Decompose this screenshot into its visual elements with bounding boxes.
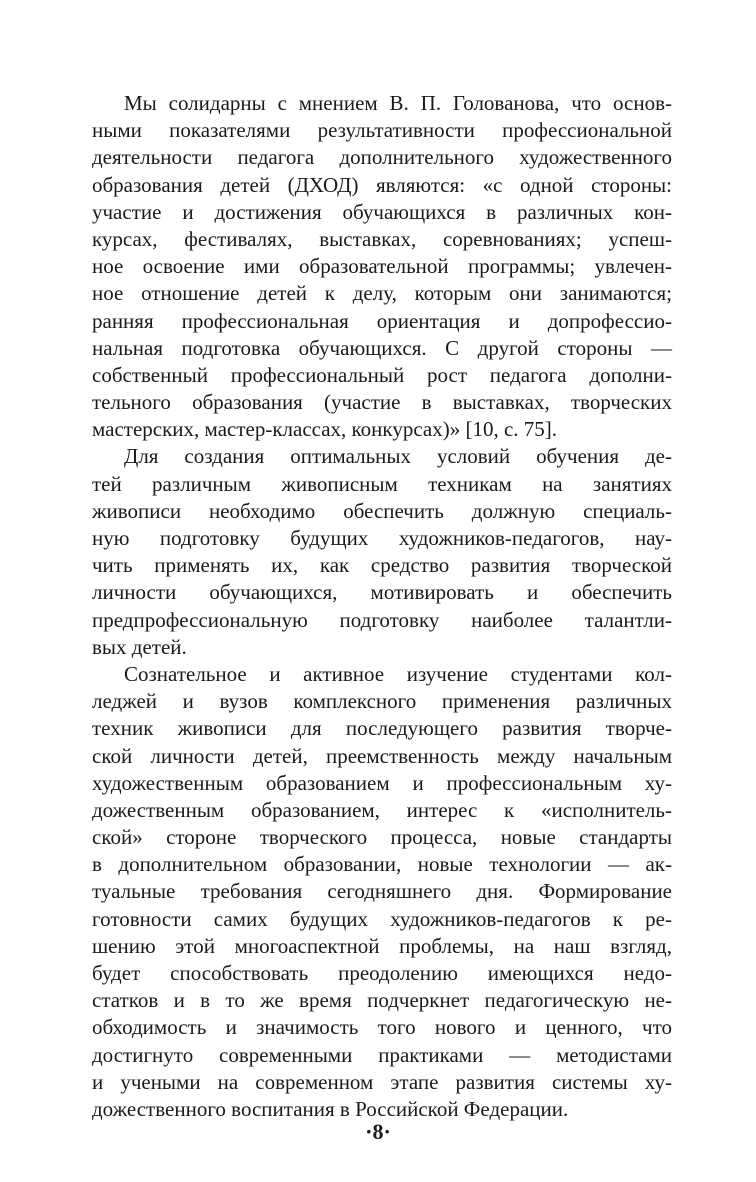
text-line: дожественным образованием, интерес к «исполнитель- bbox=[92, 797, 672, 822]
text-line: Для создания оптимальных условий обучения де- bbox=[124, 444, 672, 469]
text-line: участие и достижения обучающихся в различных кон- bbox=[92, 199, 672, 224]
text-line: образования детей (ДХОД) являются: «с одной стороны: bbox=[92, 172, 672, 197]
text-line: деятельности педагога дополнительного художественного bbox=[92, 145, 672, 170]
text-line: в дополнительном образовании, новые технологии — ак- bbox=[92, 852, 672, 877]
text-line: художественным образованием и профессиональным ху- bbox=[92, 770, 672, 795]
text-line: живописи необходимо обеспечить должную специаль- bbox=[92, 498, 672, 523]
text-line: ской» стороне творческого процесса, новые стандарты bbox=[92, 825, 672, 850]
paragraph bbox=[92, 661, 672, 1123]
text-line: будет способствовать преодолению имеющихся недо- bbox=[92, 961, 672, 985]
text-line: тельного образования (участие в выставках, творческих bbox=[92, 390, 672, 415]
text-line: ской личности детей, преемственность между начальным bbox=[92, 743, 672, 768]
text-line: нальная подготовка обучающихся. С другой стороны — bbox=[92, 335, 672, 360]
text-line: дожественного воспитания в Российской Федерации. bbox=[92, 1096, 569, 1121]
text-line: Сознательное и активное изучение студентами кол- bbox=[124, 661, 672, 686]
text-line: туальные требования сегодняшнего дня. Формирование bbox=[92, 879, 672, 904]
text-line: мастерских, мастер-классах, конкурсах)» [10, с. 75]. bbox=[92, 417, 558, 442]
text-line: статков и в то же время подчеркнет педагогическую не- bbox=[92, 988, 672, 1013]
text-line: Мы солидарны с мнением В. П. Голованова, что основ- bbox=[124, 91, 672, 115]
body-text bbox=[92, 90, 672, 1123]
text-line: ными показателями результативности профессиональной bbox=[92, 118, 672, 143]
text-line: ранняя профессиональная ориентация и допрофессио- bbox=[92, 308, 672, 333]
text-line: шению этой многоаспектной проблемы, на наш взгляд, bbox=[92, 933, 672, 958]
page-number: ·8· bbox=[365, 1119, 391, 1144]
text-line: достигнуто современными практиками — методистами bbox=[92, 1042, 672, 1067]
text-line: чить применять их, как средство развития творческой bbox=[92, 553, 672, 578]
text-line: собственный профессиональный рост педагога дополни- bbox=[92, 362, 672, 387]
paragraph bbox=[92, 443, 672, 661]
text-line: курсах, фестивалях, выставках, соревнованиях; успеш- bbox=[92, 226, 672, 251]
text-line: леджей и вузов комплексного применения различных bbox=[92, 689, 672, 714]
text-line: обходимость и значимость того нового и ценного, что bbox=[92, 1015, 672, 1040]
text-line: готовности самих будущих художников-педагогов к ре- bbox=[92, 906, 672, 931]
text-line: ную подготовку будущих художников-педагогов, нау- bbox=[92, 526, 672, 550]
paragraph bbox=[92, 90, 672, 443]
text-line: техник живописи для последующего развития творче- bbox=[92, 716, 672, 741]
text-line: ное освоение ими образовательной программы; увлечен- bbox=[92, 254, 672, 279]
text-line: вых детей. bbox=[92, 634, 187, 659]
text-line: предпрофессиональную подготовку наиболее талантли- bbox=[92, 607, 672, 632]
text-line: ное отношение детей к делу, которым они занимаются; bbox=[92, 281, 672, 306]
text-line: личности обучающихся, мотивировать и обеспечить bbox=[92, 580, 672, 605]
text-line: и учеными на современном этапе развития системы ху- bbox=[92, 1069, 672, 1094]
text-line: тей различным живописным техникам на занятиях bbox=[92, 471, 672, 496]
